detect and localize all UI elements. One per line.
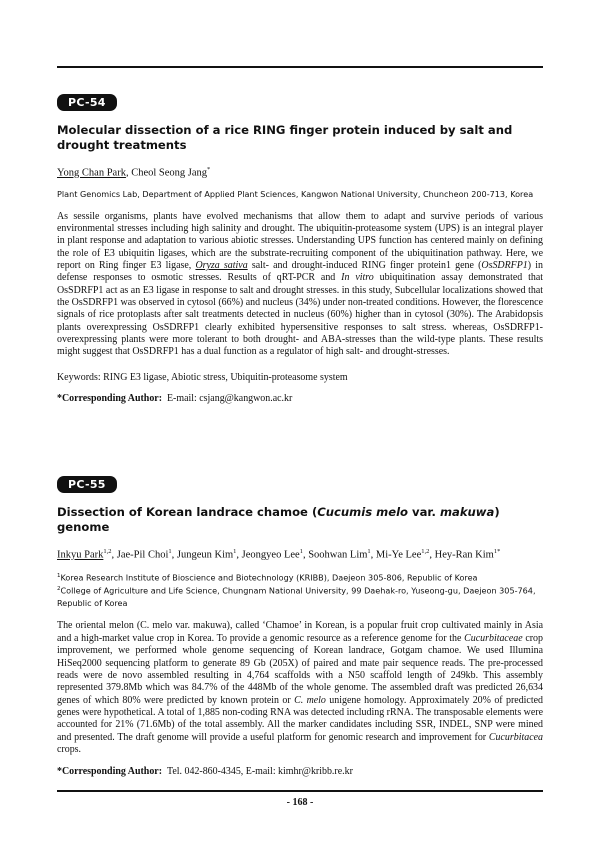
author-name: Hey-Ran Kim [434,549,494,561]
affiliation: $^1$Korea Research Institute of Bioscience and Biotechnology (KRIBB), Daejeon 305-806, Republic of Korea $^2$College of Agriculture and Life Science, Chungnam National University, 99 Daehak-ro, Yuseong-gu, Daejeon 305-764, Republic of Korea [57,572,536,609]
bottom-rule [57,790,543,792]
abstract-body: As sessile organisms, plants have evolved mechanisms that allow them to adapt and survive periods of various environmental stresses including high salinity and drought. The ubiquitin-proteasome system (UPS) is an integral player in plant response and adaptation to various abiotic stresses. Understanding UPS function has centered mainly on defining the role of E3 ubiquitin ligases, which are the substrate-recruiting component of the ubiquitination pathway. Here, we report on Ring finger E3 ligase, Oryza sativa salt- and drought-induced RING finger protein1 gene (OsSDRFP1) in defense responses to osmotic stresses. Results of qRT-PCR and In vitro ubiquitination assay demonstrated that OsSDRFP1 act as an E3 ligase in response to salt and drought stresses. in this study, Subcellular localizations showed that the OsSDRFP1 was observed in cytosol (66%) and nucleus (34%) under non-treated conditions. However, the florescence signals of rice protoplasts after salt treatments detected in nucleus (60%) higher than in cytosol (30%). The Arabidopsis plants overexpressing OsSDRFP1 clearly exhibited hypersensitive responses to salt stress. whereas, OsSDRFP1-overexpressing plants were more tolerant to both drought- and ABA-stresses than the wild-type plants. These results might suggest that OsSDRFP1 has a dual function as a regulator of high salt- and drought-stresses. [57,210,543,358]
abstract-title: Molecular dissection of a rice RING finger protein induced by salt and drought treatments [57,123,513,152]
author-list: Yong Chan Park, Cheol Seong Jang* [57,166,211,179]
author-name: Cheol Seong Jang [131,167,208,179]
contact-info: Tel. 042-860-4345, E-mail: kimhr@kribb.re.kr [166,766,353,778]
abstract-body: The oriental melon (C. melo var. makuwa), called ‘Chamoe’ in Korean, is a popular fruit crop cultivated mainly in Asia and a high-market value crop in Korea. To provide a genomic resource as a reference genome for the Cucurbitaceae crop improvement, we performed whole genome sequencing of Korean landrace, Gotgam chamoe. We used Illumina HiSeq2000 sequencing platform to generate 89 Gb (205X) of paired and mate pair sequence reads. The pre-processed reads were de novo assembled resulting in 4,764 scaffolds with a N50 scaffold length of 249kb. This assembly represented 379.8Mb which was 84.7% of the 448Mb of the whole genome. The assembled draft was predicted 26,634 genes of which 80% were predicted by known protein or C. melo unigene homology. Approximately 20% of predicted genes were hypothetical. A total of 1,885 non-coding RNA was detected including rRNA. The transposable elements were accounted for 21% (71.6Mb) of the total assembly. All the marker candidates including SSR, INDEL, SNP were mined and presented. The draft genome will provide a useful platform for genomic research and improvement for Cucurbitacea crops. [57,620,543,755]
abstract-pc54 [57,93,543,404]
contact-email: E-mail: csjang@kangwon.ac.kr [166,392,293,404]
keywords: Keywords: RING E3 ligase, Abiotic stress, Ubiquitin-proteasome system [57,371,348,383]
author-list: Inkyu Park$^{1,2}$, Jae-Pil Choi$^1$, Jungeun Kim$^1$, Jeongyeo Lee$^1$, Soohwan Lim$^1$, Mi-Ye Lee$^{1,2}$, Hey-Ran Kim$^{1*}$ [57,548,501,561]
top-rule [57,66,543,68]
author-name: Jungeun Kim [176,549,234,561]
abstract-tag: PC-54 [57,94,117,111]
author-name: Jae-Pil Choi [116,549,169,561]
corresponding-author: *Corresponding Author: E-mail: csjang@kangwon.ac.kr [57,392,293,404]
page-number: - 168 - [286,797,314,808]
abstract-tag: PC-55 [57,476,117,493]
author-name: Jeongyeo Lee [241,549,300,561]
author-name: Mi-Ye Lee [375,549,422,561]
author-name: Yong Chan Park [57,167,126,179]
author-name: Inkyu Park [57,549,104,561]
author-name: Soohwan Lim [308,549,368,561]
affiliation: Plant Genomics Lab, Department of Applied Plant Sciences, Kangwon National University, Chuncheon 200-713, Korea [57,188,534,199]
corresponding-author: *Corresponding Author: Tel. 042-860-4345, E-mail: kimhr@kribb.re.kr [57,766,353,778]
abstract-title: Dissection of Korean landrace chamoe (Cucumis melo var. makuwa) genome [57,505,500,534]
abstract-pc55 [57,475,543,777]
